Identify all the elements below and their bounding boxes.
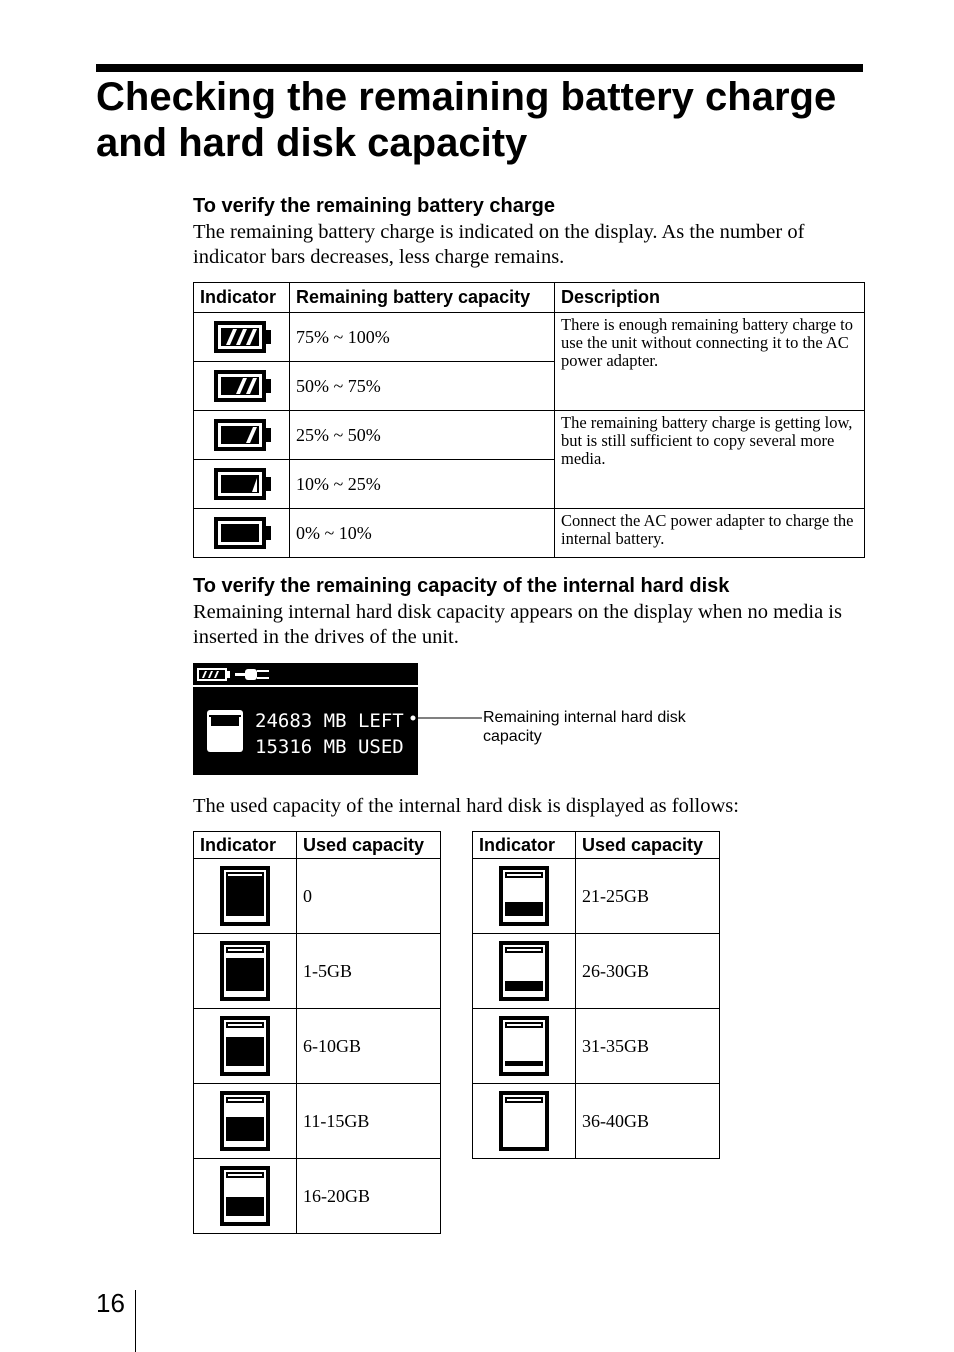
hdd-level-3-icon [194, 1084, 297, 1159]
battery-section-intro: The remaining battery charge is indicated on the display. As the number of indicator bars decreases, less charge remains. [193, 221, 805, 268]
description-cell: Connect the AC power adapter to charge the internal battery. [555, 509, 865, 558]
table-row [473, 859, 720, 934]
hdd-level-0-icon [194, 859, 297, 934]
used-capacity-cell: 36-40GB [576, 1084, 720, 1159]
display-line-left: 24683 MB LEFT [255, 710, 404, 732]
table-row [194, 1159, 441, 1234]
table-row [473, 934, 720, 1009]
capacity-cell: 75% ~ 100% [290, 313, 555, 362]
page-number: 16 [96, 1288, 125, 1318]
used-capacity-cell: 26-30GB [576, 934, 720, 1009]
hdd-level-1-icon [194, 934, 297, 1009]
hdd-level-8-icon [473, 1084, 576, 1159]
battery-table-header [194, 283, 865, 313]
battery-table [193, 282, 865, 558]
hdd-level-7-icon [473, 1009, 576, 1084]
title-rule [96, 64, 863, 72]
table-row [194, 411, 865, 460]
used-capacity-cell: 1-5GB [297, 934, 441, 1009]
used-capacity-cell: 0 [297, 859, 441, 934]
header-indicator: Indicator [194, 832, 297, 859]
display-line-used: 15316 MB USED [255, 736, 404, 758]
capacity-cell: 10% ~ 25% [290, 460, 555, 509]
used-capacity-cell: 31-35GB [576, 1009, 720, 1084]
header-used-capacity: Used capacity [297, 832, 441, 859]
header-description: Description [555, 283, 865, 313]
page-title: Checking the remaining battery charge and hard disk capacity [96, 75, 837, 165]
capacity-cell: 0% ~ 10% [290, 509, 555, 558]
table-row [473, 1084, 720, 1159]
hdd-level-6-icon [473, 934, 576, 1009]
capacity-cell: 50% ~ 75% [290, 362, 555, 411]
header-used-capacity: Used capacity [576, 832, 720, 859]
hdd-level-5-icon [473, 859, 576, 934]
table-row [194, 934, 441, 1009]
battery-3-bars-icon [194, 313, 290, 362]
table-row [194, 1009, 441, 1084]
used-capacity-cell: 16-20GB [297, 1159, 441, 1234]
table-row [194, 1084, 441, 1159]
callout-label: Remaining internal hard disk capacity [483, 709, 686, 745]
used-capacity-intro: The used capacity of the internal hard disk is displayed as follows: [193, 795, 739, 817]
capacity-cell: 25% ~ 50% [290, 411, 555, 460]
table-row [194, 859, 441, 934]
battery-low-icon [194, 460, 290, 509]
table-row [473, 1009, 720, 1084]
description-cell: The remaining battery charge is getting low, but is still sufficient to copy several more media. [555, 411, 865, 509]
battery-status-icon [197, 668, 230, 681]
table-row [194, 509, 865, 558]
used-capacity-cell: 21-25GB [576, 859, 720, 934]
hdd-table-left [193, 831, 441, 1234]
hdd-section-heading: To verify the remaining capacity of the internal hard disk [193, 575, 730, 597]
used-capacity-cell: 11-15GB [297, 1084, 441, 1159]
callout-line [408, 713, 484, 723]
battery-section-heading: To verify the remaining battery charge [193, 195, 555, 217]
hdd-table-right [472, 831, 720, 1159]
hdd-section-intro: Remaining internal hard disk capacity appears on the display when no media is inserted in the drives of the unit. [193, 601, 842, 648]
page-number-rule [135, 1290, 136, 1352]
battery-2-bars-icon [194, 362, 290, 411]
hdd-status-icon [207, 710, 243, 752]
hdd-level-4-icon [194, 1159, 297, 1234]
header-indicator: Indicator [194, 283, 290, 313]
description-cell: There is enough remaining battery charge to use the unit without connecting it to the AC power adapter. [555, 313, 865, 411]
table-row [194, 313, 865, 362]
hdd-level-2-icon [194, 1009, 297, 1084]
hdd-table-header [473, 832, 720, 859]
lcd-display-illustration [193, 663, 418, 775]
battery-1-bar-icon [194, 411, 290, 460]
used-capacity-cell: 6-10GB [297, 1009, 441, 1084]
header-indicator: Indicator [473, 832, 576, 859]
header-remaining-capacity: Remaining battery capacity [290, 283, 555, 313]
battery-empty-icon [194, 509, 290, 558]
hdd-table-header [194, 832, 441, 859]
